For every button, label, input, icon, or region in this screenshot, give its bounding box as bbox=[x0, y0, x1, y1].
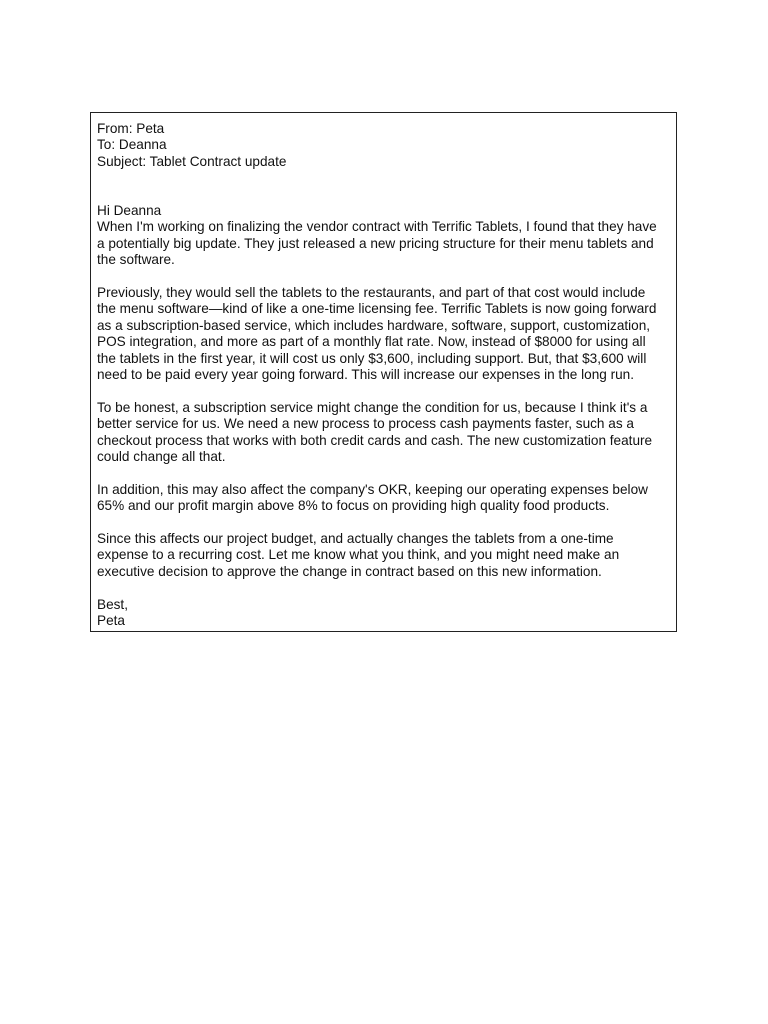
paragraph-line: Since this affects our project budget, and actually changes the tablets from a one-time bbox=[97, 531, 614, 547]
email-from: From: Peta bbox=[97, 121, 165, 136]
paragraph-line: the menu software—kind of like a one-time licensing fee. Terrific Tablets is now going forward bbox=[97, 301, 657, 317]
paragraph-line: When I'm working on finalizing the vendor contract with Terrific Tablets, I found that they have bbox=[97, 219, 657, 235]
paragraph-line: as a subscription-based service, which includes hardware, software, support, customization, bbox=[97, 317, 651, 333]
paragraph-spacer bbox=[97, 580, 670, 596]
email-signature: Peta bbox=[97, 613, 125, 629]
paragraph-2 bbox=[97, 285, 670, 383]
paragraph-line: the tablets in the first year, it will cost us only $3,600, including support. But, that $3,600 will bbox=[97, 350, 647, 366]
paragraph-spacer bbox=[97, 515, 670, 531]
paragraph-line: better service for us. We need a new process to process cash payments faster, such as a bbox=[97, 416, 634, 432]
email-document bbox=[90, 112, 677, 632]
paragraph-spacer bbox=[97, 465, 670, 481]
paragraph-line: executive decision to approve the change in contract based on this new information. bbox=[97, 563, 602, 579]
paragraph-line: the software. bbox=[97, 252, 175, 268]
paragraph-line: need to be paid every year going forward. This will increase our expenses in the long run. bbox=[97, 367, 635, 383]
paragraph-line: a potentially big update. They just released a new pricing structure for their menu tablets and bbox=[97, 235, 654, 251]
header-spacer bbox=[97, 170, 670, 203]
paragraph-line: could change all that. bbox=[97, 449, 226, 465]
paragraph-3 bbox=[97, 400, 670, 466]
paragraph-4 bbox=[97, 482, 670, 515]
paragraph-1 bbox=[97, 219, 670, 268]
paragraph-5 bbox=[97, 531, 670, 580]
paragraph-line: POS integration, and more as part of a monthly flat rate. Now, instead of $8000 for using all bbox=[97, 334, 646, 350]
paragraph-spacer bbox=[97, 383, 670, 399]
paragraph-line: Previously, they would sell the tablets to the restaurants, and part of that cost would include bbox=[97, 285, 646, 301]
paragraph-line: In addition, this may also affect the company's OKR, keeping our operating expenses below bbox=[97, 481, 648, 497]
paragraph-spacer bbox=[97, 269, 670, 285]
email-to: To: Deanna bbox=[97, 137, 167, 153]
email-signoff: Best, bbox=[97, 596, 128, 612]
paragraph-line: To be honest, a subscription service might change the condition for us, because I think it's a bbox=[97, 399, 648, 415]
paragraph-line: 65% and our profit margin above 8% to focus on providing high quality food products. bbox=[97, 498, 610, 514]
paragraph-line: checkout process that works with both credit cards and cash. The new customization feature bbox=[97, 432, 653, 448]
email-subject: Subject: Tablet Contract update bbox=[97, 153, 287, 169]
paragraph-line: expense to a recurring cost. Let me know what you think, and you might need make an bbox=[97, 547, 620, 563]
email-greeting: Hi Deanna bbox=[97, 203, 162, 219]
